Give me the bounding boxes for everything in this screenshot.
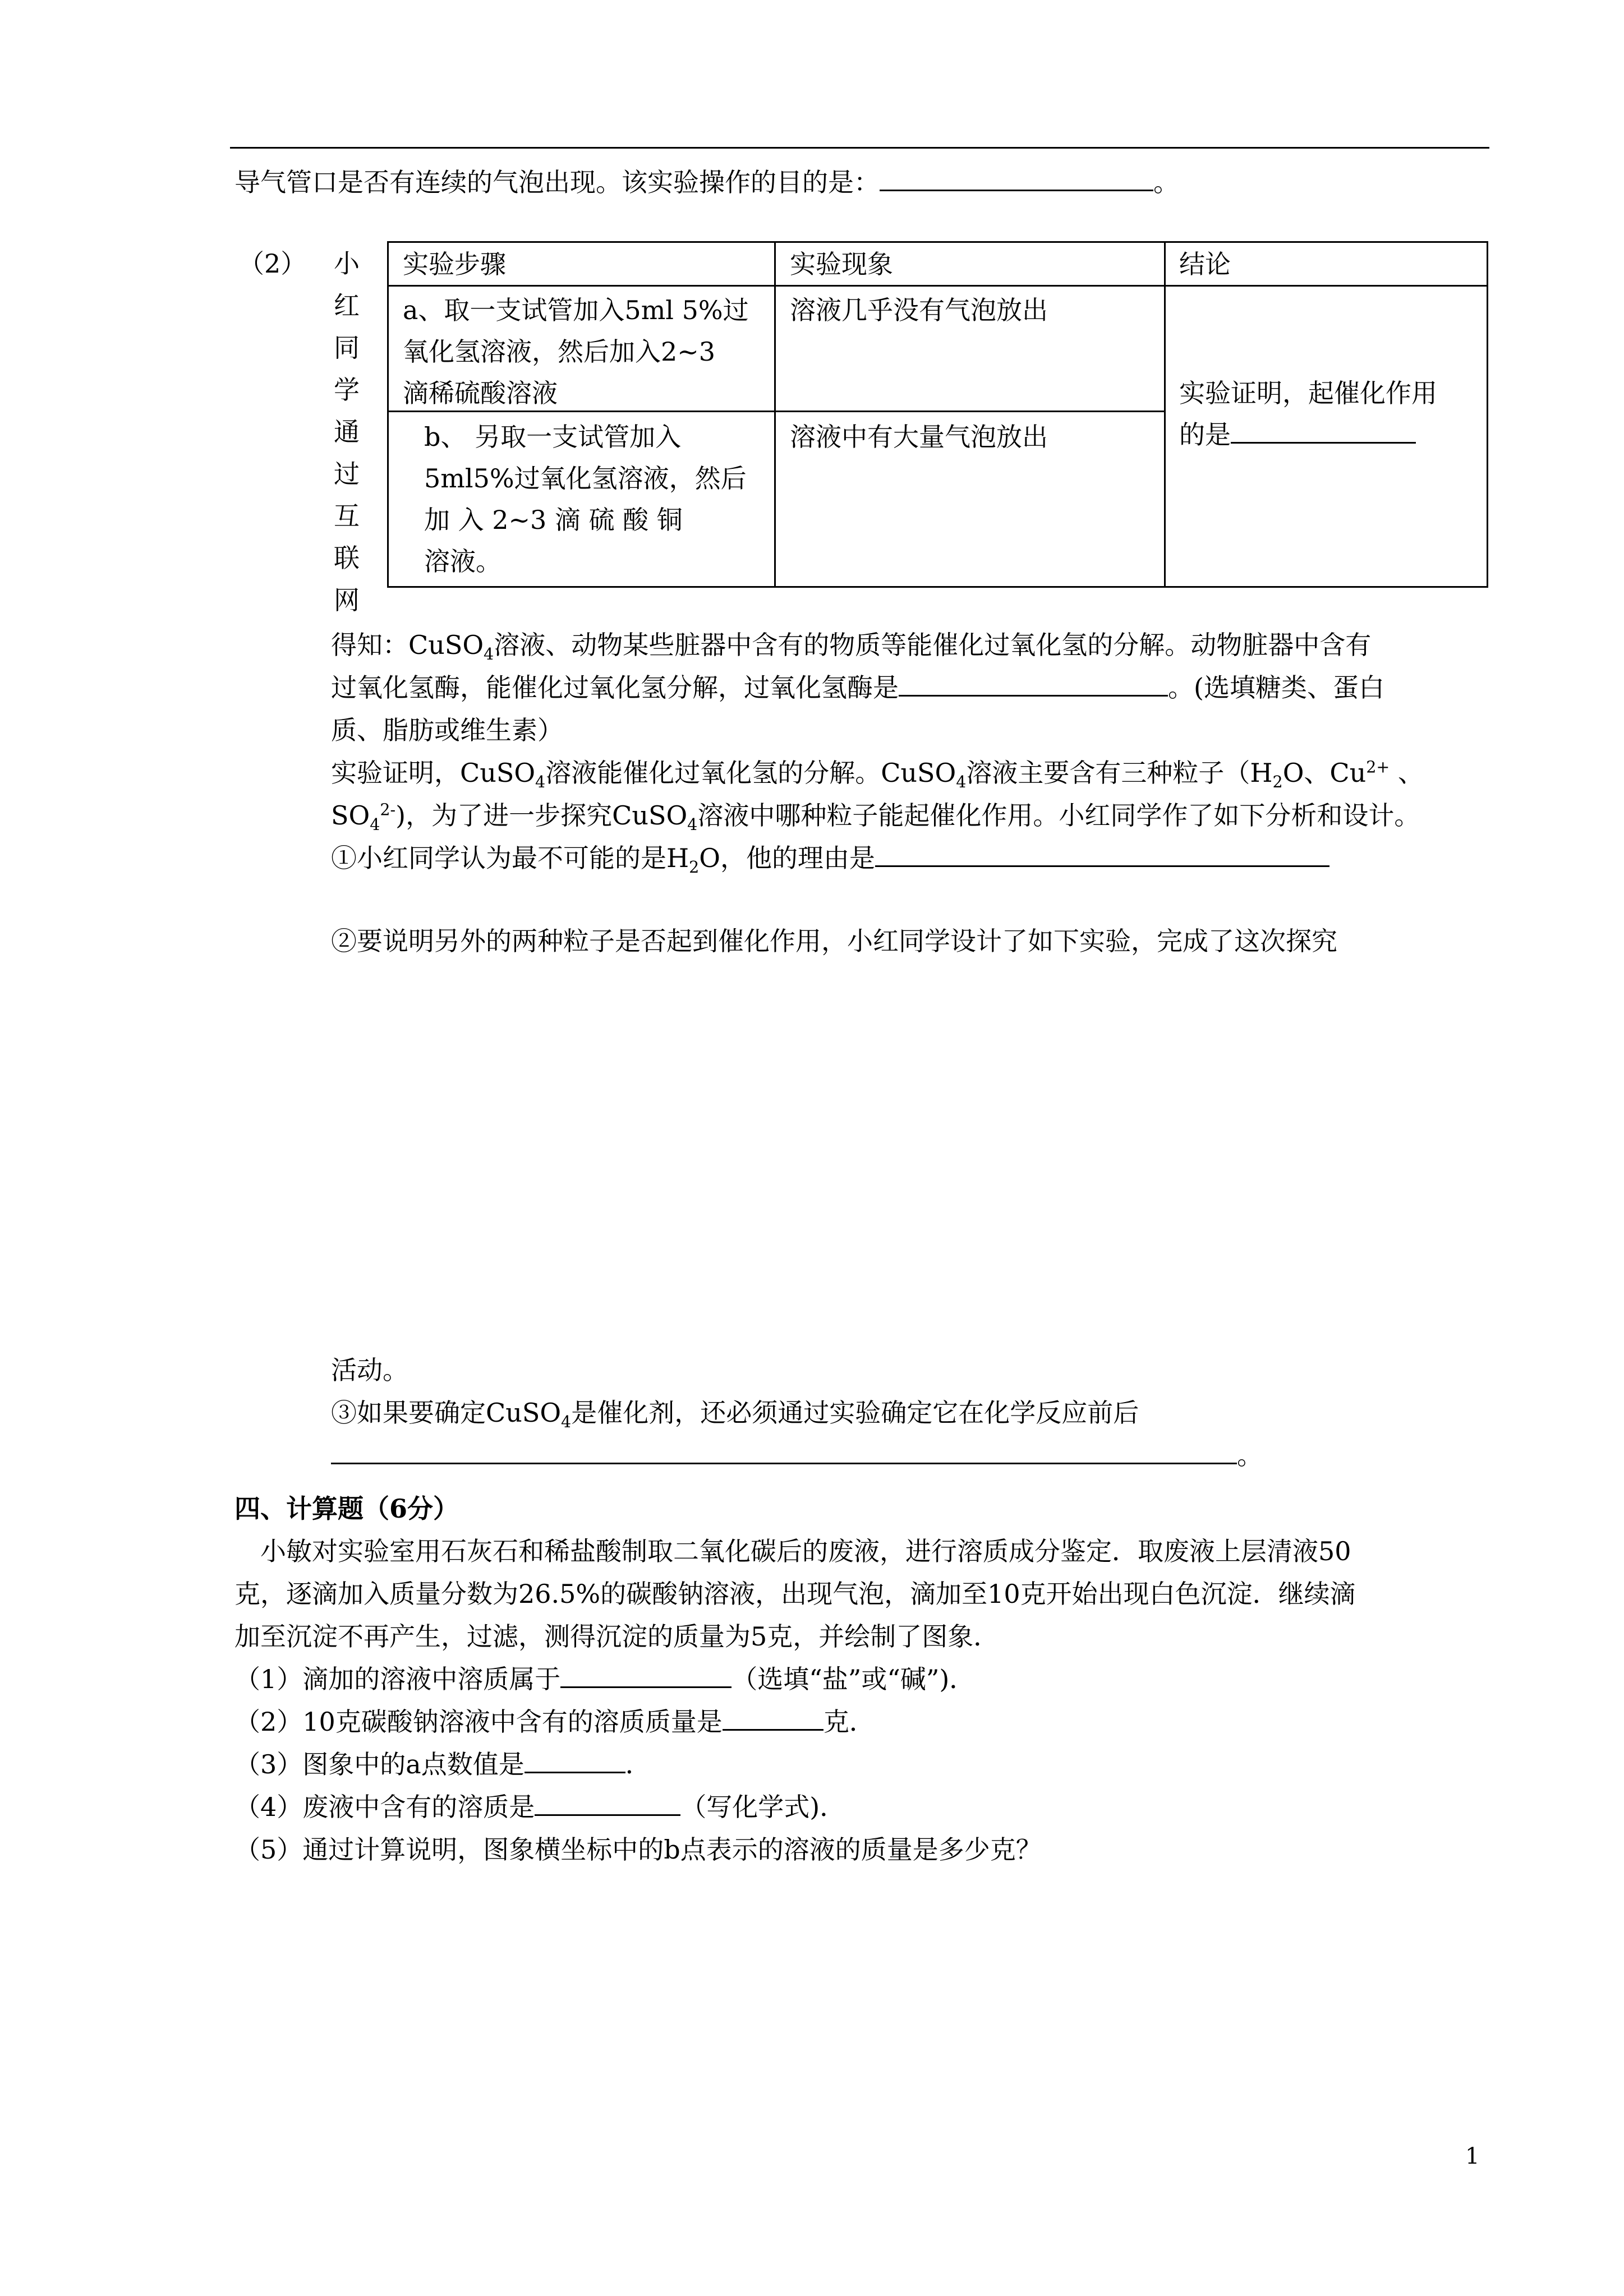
sub-question-2: （2）10克碳酸钠溶液中含有的溶质质量是 克． xyxy=(234,1707,875,1737)
answer-blank[interactable] xyxy=(1231,441,1416,444)
vertical-char: 学 xyxy=(334,375,360,405)
row-b-step: 5ml5%过氧化氢溶液，然后 xyxy=(424,463,747,494)
sub-question-4: （4）废液中含有的溶质是 （写化学式)． xyxy=(234,1792,846,1822)
answer-blank[interactable] xyxy=(525,1771,625,1773)
sub-question-1: （1）滴加的溶液中溶质属于 （选填“盐”或“碱”)． xyxy=(234,1664,976,1694)
section-4-paragraph: 加至沉淀不再产生，过滤，测得沉淀的质量为5克，并绘制了图象． xyxy=(234,1621,1000,1652)
row-b-step: b、 另取一支试管加入 xyxy=(424,422,682,452)
activity-line: 活动。 xyxy=(331,1355,408,1385)
paragraph-line: 得知：CuSO$_4$溶液、动物某些脏器中含有的物质等能催化过氧化氢的分解。动物脏器中含有 xyxy=(331,630,1372,664)
row-a-phenomenon: 溶液几乎没有气泡放出 xyxy=(790,295,1048,325)
row-a-step: 氧化氢溶液，然后加入2~3 xyxy=(403,336,716,367)
paragraph-line: $SO_4^{2-}$)，为了进一步探究CuSO$_4$溶液中哪种粒子能起催化作用。小红同学作了如下分析和设计。 xyxy=(331,800,1420,835)
experiment-table xyxy=(387,241,1488,588)
row-a-step: a、取一支试管加入5ml 5%过 xyxy=(403,295,749,325)
vertical-char: 小 xyxy=(334,248,360,279)
paragraph-line: 过氧化氢酶，能催化过氧化氢分解，过氧化氢酶是 。(选填糖类、蛋白 xyxy=(331,672,1384,703)
answer-blank[interactable] xyxy=(560,1686,732,1688)
section-4-title: 四、计算题（6分） xyxy=(234,1493,459,1524)
answer-blank[interactable] xyxy=(535,1814,680,1816)
answer-blank[interactable] xyxy=(723,1728,823,1731)
vertical-char: 联 xyxy=(334,543,360,573)
item-1: ①小红同学认为最不可能的是$H_2O$，他的理由是 xyxy=(331,845,1329,871)
paragraph-line: 实验证明，CuSO$_4$溶液能催化过氧化氢的分解。CuSO$_4$溶液主要含有三种粒子（$H_2O$、$Cu^{2+}$ 、 xyxy=(331,758,1424,792)
header-conclusion: 结论 xyxy=(1179,249,1231,279)
header-step: 实验步骤 xyxy=(403,249,506,279)
answer-blank[interactable] xyxy=(899,694,1168,697)
item-3: ③如果要确定CuSO$_4$是催化剂，还必须通过实验确定它在化学反应前后 xyxy=(331,1398,1139,1432)
row-b-phenomenon: 溶液中有大量气泡放出 xyxy=(790,422,1048,452)
vertical-char: 互 xyxy=(334,501,360,531)
conclusion-text: 的是 xyxy=(1179,422,1416,448)
section-4-paragraph: 小敏对实验室用石灰石和稀盐酸制取二氧化碳后的废液，进行溶质成分鉴定．取废液上层清液50 xyxy=(260,1536,1351,1566)
sub-question-5: （5）通过计算说明，图象横坐标中的b点表示的溶液的质量是多少克？ xyxy=(234,1834,1042,1865)
item-3-answer-line: 。 xyxy=(331,1442,1263,1468)
sub-question-3: （3）图象中的a点数值是 ． xyxy=(234,1749,651,1779)
intro-line: 导气管口是否有连续的气泡出现。该实验操作的目的是： 。 xyxy=(234,167,1179,197)
vertical-char: 网 xyxy=(334,585,360,615)
page-number: 1 xyxy=(1465,2143,1480,2169)
answer-blank[interactable] xyxy=(875,865,1329,867)
vertical-char: 红 xyxy=(334,291,360,321)
conclusion-text: 实验证明，起催化作用 xyxy=(1179,378,1437,408)
row-b-step: 溶液。 xyxy=(424,546,502,577)
answer-blank[interactable] xyxy=(880,189,1153,191)
paragraph-line: 质、脂肪或维生素） xyxy=(331,715,563,745)
item-2: ②要说明另外的两种粒子是否起到催化作用，小红同学设计了如下实验，完成了这次探究 xyxy=(331,926,1337,956)
section-4-paragraph: 克，逐滴加入质量分数为26.5%的碳酸钠溶液，出现气泡，滴加至10克开始出现白色沉淀．继续滴 xyxy=(234,1579,1356,1609)
header-rule xyxy=(230,147,1489,149)
answer-blank[interactable] xyxy=(331,1462,1237,1464)
vertical-char: 过 xyxy=(334,459,360,489)
vertical-char: 同 xyxy=(334,333,360,363)
question-2-label: （2） xyxy=(238,248,307,279)
vertical-char: 通 xyxy=(334,417,360,447)
header-phenomenon: 实验现象 xyxy=(790,249,893,279)
row-a-step: 滴稀硫酸溶液 xyxy=(403,378,558,408)
row-b-step: 加 入 2~3 滴 硫 酸 铜 xyxy=(424,505,683,535)
